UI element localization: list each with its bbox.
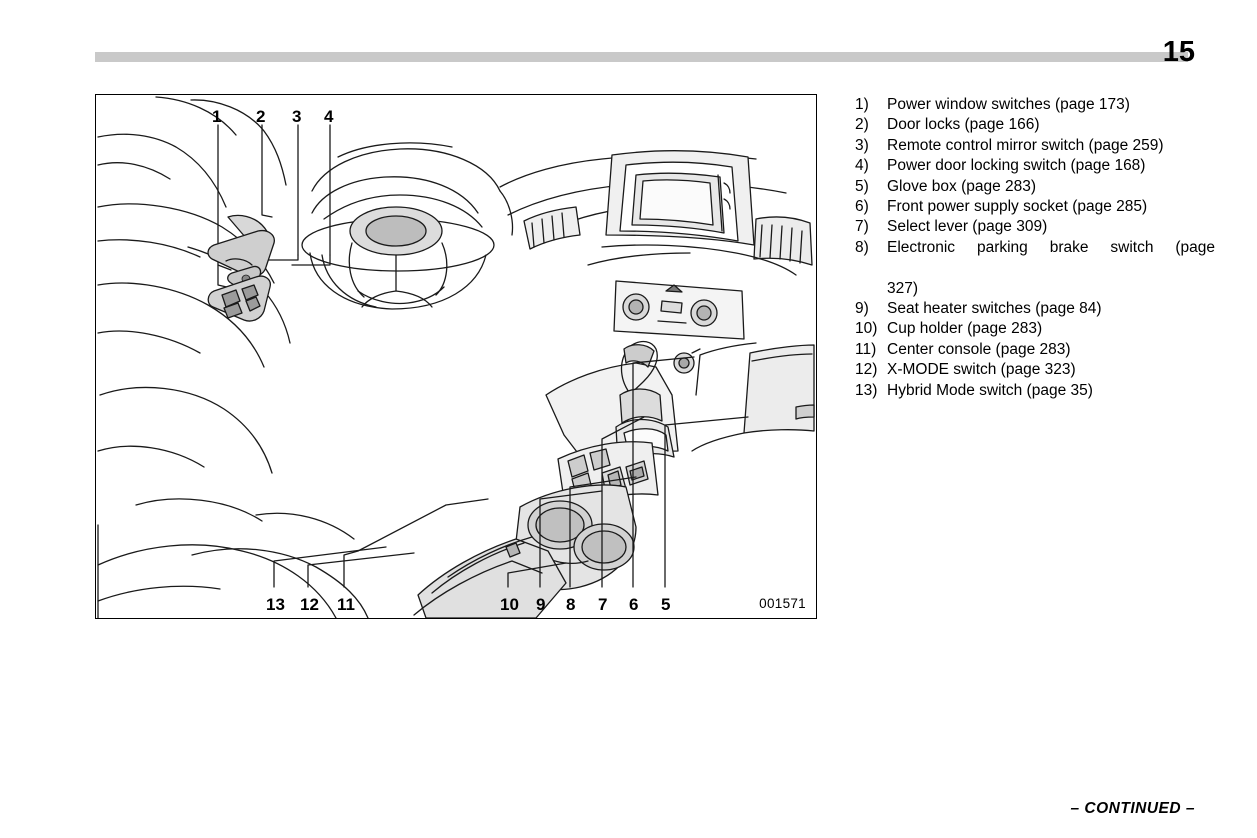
header-rule — [95, 52, 1188, 62]
legend-item-6 — [855, 197, 1215, 217]
legend-label: Center console (page 283) — [887, 340, 1071, 358]
legend-number: 7) — [855, 218, 869, 236]
legend-label-continuation: 327) — [887, 279, 919, 297]
vehicle-interior-illustration — [96, 95, 816, 618]
legend-label: Glove box (page 283) — [887, 177, 1037, 195]
legend-number: 3) — [855, 136, 869, 154]
callout-5: 5 — [661, 595, 671, 614]
legend-item-9 — [855, 299, 1215, 319]
legend-number: 10) — [855, 320, 878, 338]
legend-label: Seat heater switches (page 84) — [887, 300, 1102, 318]
callout-1: 1 — [212, 107, 222, 126]
callout-11: 11 — [337, 595, 355, 614]
legend-item-3 — [855, 136, 1215, 156]
legend-number: 2) — [855, 116, 869, 134]
callout-9: 9 — [536, 595, 546, 614]
legend-number: 13) — [855, 381, 878, 399]
legend-label: Power door locking switch (page 168) — [887, 157, 1146, 175]
figure-id: 001571 — [759, 596, 806, 611]
legend-label: Hybrid Mode switch (page 35) — [887, 381, 1093, 399]
legend-item-11 — [855, 340, 1215, 360]
page-number: 15 — [1162, 36, 1195, 68]
legend-item-4 — [855, 156, 1215, 176]
callout-6: 6 — [629, 595, 639, 614]
legend-item-10 — [855, 319, 1215, 339]
callout-10: 10 — [500, 595, 519, 614]
legend-item-5 — [855, 177, 1215, 197]
legend-label: Front power supply socket (page 285) — [887, 198, 1148, 216]
callout-2: 2 — [256, 107, 266, 126]
legend-number: 12) — [855, 361, 878, 379]
legend-label: Electronic parking brake switch (page — [887, 238, 1215, 256]
legend-label: Select lever (page 309) — [887, 218, 1048, 236]
legend-label: Door locks (page 166) — [887, 116, 1040, 134]
legend-list — [855, 95, 1215, 401]
continued-footer: – CONTINUED – — [1070, 800, 1195, 817]
legend-item-7 — [855, 217, 1215, 237]
callout-4: 4 — [324, 107, 334, 126]
callout-3: 3 — [292, 107, 302, 126]
legend-label: Power window switches (page 173) — [887, 96, 1130, 113]
legend-label: Remote control mirror switch (page 259) — [887, 136, 1164, 154]
legend-item-2 — [855, 115, 1215, 135]
legend-number: 6) — [855, 198, 869, 216]
callout-12: 12 — [300, 595, 319, 614]
legend-number: 11) — [855, 340, 877, 358]
legend-label: Cup holder (page 283) — [887, 320, 1043, 338]
legend-number: 4) — [855, 157, 869, 175]
legend-item-12 — [855, 360, 1215, 380]
legend-number: 8) — [855, 238, 869, 256]
interior-diagram-figure — [95, 94, 817, 619]
callout-8: 8 — [566, 595, 576, 614]
legend-item-1 — [855, 95, 1215, 115]
legend-label: X-MODE switch (page 323) — [887, 361, 1076, 379]
callout-13: 13 — [266, 595, 285, 614]
legend-number: 9) — [855, 300, 869, 318]
legend-number: 1) — [855, 96, 869, 113]
callout-7: 7 — [598, 595, 608, 614]
legend-item-13 — [855, 381, 1215, 401]
legend-number: 5) — [855, 177, 869, 195]
legend-item-8 — [855, 238, 1215, 279]
